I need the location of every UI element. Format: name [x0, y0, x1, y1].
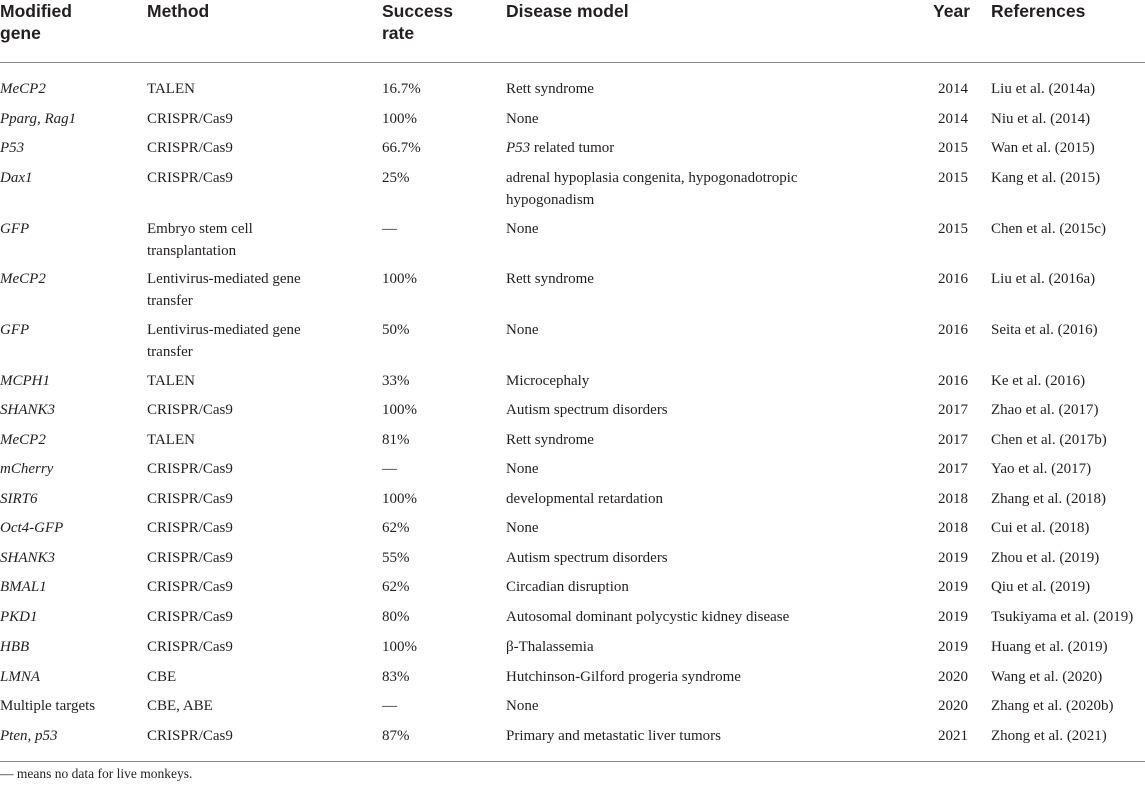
- cell-success-rate: —: [382, 698, 397, 714]
- cell-success-rate: —: [382, 221, 397, 237]
- cell-method: CBE: [147, 669, 177, 685]
- cell-disease-model: Autism spectrum disorders: [506, 402, 668, 418]
- cell-modified-gene: PKD1: [0, 609, 38, 625]
- cell-disease-model: Rett syndrome: [506, 81, 594, 97]
- cell-disease-model: None: [506, 111, 539, 127]
- cell-reference: Huang et al. (2019): [991, 639, 1108, 655]
- cell-modified-gene: GFP: [0, 221, 30, 237]
- cell-modified-gene: LMNA: [0, 669, 41, 685]
- cell-modified-gene: MeCP2: [0, 81, 46, 97]
- header-disease-model: Disease model: [506, 1, 629, 21]
- header-year: Year: [933, 1, 970, 21]
- cell-modified-gene: MeCP2: [0, 432, 46, 448]
- cell-success-rate: 83%: [382, 669, 410, 685]
- cell-reference: Zhao et al. (2017): [991, 402, 1099, 418]
- cell-reference: Tsukiyama et al. (2019): [991, 609, 1134, 625]
- cell-modified-gene: Pten, p53: [0, 728, 58, 744]
- cell-year: 2019: [938, 609, 968, 625]
- cell-reference: Zhang et al. (2018): [991, 491, 1106, 507]
- cell-method: CRISPR/Cas9: [147, 579, 233, 595]
- cell-reference: Yao et al. (2017): [991, 461, 1092, 477]
- header-rule: [0, 62, 1145, 63]
- cell-method: CRISPR/Cas9: [147, 491, 233, 507]
- cell-disease-model: β-Thalassemia: [506, 639, 594, 655]
- cell-disease-model: None: [506, 461, 539, 477]
- cell-disease-model: Rett syndrome: [506, 432, 594, 448]
- cell-reference: Seita et al. (2016): [991, 322, 1098, 338]
- header-modified-gene: Modified gene: [0, 1, 72, 43]
- cell-method: CRISPR/Cas9: [147, 639, 233, 655]
- cell-disease-model: Primary and metastatic liver tumors: [506, 728, 721, 744]
- cell-success-rate: 62%: [382, 520, 410, 536]
- cell-disease-model: Circadian disruption: [506, 579, 629, 595]
- cell-year: 2014: [938, 81, 968, 97]
- cell-reference: Wan et al. (2015): [991, 140, 1095, 156]
- cell-success-rate: 66.7%: [382, 140, 421, 156]
- cell-modified-gene: Dax1: [0, 170, 33, 186]
- cell-disease-model: Microcephaly: [506, 373, 590, 389]
- cell-reference: Qiu et al. (2019): [991, 579, 1091, 595]
- cell-year: 2020: [938, 698, 968, 714]
- cell-reference: Niu et al. (2014): [991, 111, 1091, 127]
- cell-success-rate: 81%: [382, 432, 410, 448]
- cell-year: 2018: [938, 491, 968, 507]
- cell-method: Embryo stem cell transplantation: [147, 221, 253, 259]
- cell-method: CRISPR/Cas9: [147, 728, 233, 744]
- cell-success-rate: 100%: [382, 491, 417, 507]
- cell-method: CRISPR/Cas9: [147, 170, 233, 186]
- cell-reference: Wang et al. (2020): [991, 669, 1103, 685]
- cell-reference: Zhou et al. (2019): [991, 550, 1100, 566]
- cell-method: CRISPR/Cas9: [147, 609, 233, 625]
- cell-year: 2020: [938, 669, 968, 685]
- disease-gene-prefix: P53: [506, 140, 531, 156]
- cell-disease-model: Rett syndrome: [506, 271, 594, 287]
- cell-method: CRISPR/Cas9: [147, 461, 233, 477]
- table-header: [0, 0, 1145, 62]
- cell-disease-model: None: [506, 520, 539, 536]
- cell-reference: Zhang et al. (2020b): [991, 698, 1114, 714]
- cell-modified-gene: SHANK3: [0, 402, 56, 418]
- cell-success-rate: 33%: [382, 373, 410, 389]
- cell-modified-gene: Pparg, Rag1: [0, 111, 77, 127]
- cell-modified-gene: MCPH1: [0, 373, 50, 389]
- cell-disease-model: developmental retardation: [506, 491, 664, 507]
- cell-reference: Liu et al. (2014a): [991, 81, 1096, 97]
- cell-method: TALEN: [147, 81, 195, 97]
- cell-method: CRISPR/Cas9: [147, 520, 233, 536]
- cell-disease-model: Hutchinson-Gilford progeria syndrome: [506, 669, 741, 685]
- header-references: References: [991, 1, 1086, 21]
- cell-modified-gene: GFP: [0, 322, 30, 338]
- cell-modified-gene: BMAL1: [0, 579, 47, 595]
- cell-year: 2015: [938, 221, 968, 237]
- cell-reference: Kang et al. (2015): [991, 170, 1101, 186]
- cell-year: 2019: [938, 550, 968, 566]
- cell-disease-model: [506, 137, 876, 159]
- cell-year: 2017: [938, 402, 968, 418]
- cell-reference: Chen et al. (2017b): [991, 432, 1107, 448]
- cell-year: 2015: [938, 170, 968, 186]
- cell-disease-model: None: [506, 322, 539, 338]
- cell-method: CRISPR/Cas9: [147, 550, 233, 566]
- cell-modified-gene: mCherry: [0, 461, 54, 477]
- cell-success-rate: 80%: [382, 609, 410, 625]
- header-success-rate: Success rate: [382, 1, 454, 43]
- footnote: — means no data for live monkeys.: [0, 766, 193, 781]
- cell-year: 2016: [938, 271, 968, 287]
- cell-year: 2017: [938, 432, 968, 448]
- cell-method: CRISPR/Cas9: [147, 111, 233, 127]
- cell-year: 2017: [938, 461, 968, 477]
- cell-method: CBE, ABE: [147, 698, 213, 714]
- cell-success-rate: 100%: [382, 639, 417, 655]
- cell-modified-gene: MeCP2: [0, 271, 46, 287]
- cell-reference: Zhong et al. (2021): [991, 728, 1107, 744]
- cell-method: Lentivirus-mediated gene transfer: [147, 271, 301, 309]
- cell-success-rate: 55%: [382, 550, 410, 566]
- cell-modified-gene: SIRT6: [0, 491, 38, 507]
- cell-success-rate: 100%: [382, 402, 417, 418]
- cell-modified-gene: SHANK3: [0, 550, 56, 566]
- cell-reference: Ke et al. (2016): [991, 373, 1086, 389]
- cell-reference: Cui et al. (2018): [991, 520, 1090, 536]
- cell-success-rate: 62%: [382, 579, 410, 595]
- cell-modified-gene: Multiple targets: [0, 698, 96, 714]
- cell-year: 2014: [938, 111, 968, 127]
- cell-success-rate: 25%: [382, 170, 410, 186]
- cell-year: 2019: [938, 579, 968, 595]
- cell-year: 2015: [938, 140, 968, 156]
- disease-text: related tumor: [530, 140, 615, 156]
- cell-success-rate: —: [382, 461, 397, 477]
- cell-disease-model: None: [506, 698, 539, 714]
- cell-year: 2016: [938, 322, 968, 338]
- bottom-rule: [0, 761, 1145, 762]
- cell-year: 2019: [938, 639, 968, 655]
- cell-success-rate: 100%: [382, 271, 417, 287]
- cell-method: TALEN: [147, 432, 195, 448]
- cell-year: 2021: [938, 728, 968, 744]
- cell-success-rate: 100%: [382, 111, 417, 127]
- cell-disease-model: adrenal hypoplasia congenita, hypogonadotropic hypogonadism: [506, 170, 798, 208]
- cell-method: Lentivirus-mediated gene transfer: [147, 322, 301, 360]
- cell-reference: Liu et al. (2016a): [991, 271, 1096, 287]
- cell-disease-model: None: [506, 221, 539, 237]
- cell-success-rate: 16.7%: [382, 81, 421, 97]
- cell-method: CRISPR/Cas9: [147, 402, 233, 418]
- cell-disease-model: Autosomal dominant polycystic kidney disease: [506, 609, 790, 625]
- cell-method: CRISPR/Cas9: [147, 140, 233, 156]
- cell-reference: Chen et al. (2015c): [991, 221, 1106, 237]
- header-method: Method: [147, 1, 210, 21]
- cell-success-rate: 50%: [382, 322, 410, 338]
- cell-modified-gene: P53: [0, 140, 25, 156]
- cell-modified-gene: Oct4-GFP: [0, 520, 64, 536]
- cell-method: TALEN: [147, 373, 195, 389]
- cell-success-rate: 87%: [382, 728, 410, 744]
- cell-modified-gene: HBB: [0, 639, 30, 655]
- cell-disease-model: Autism spectrum disorders: [506, 550, 668, 566]
- cell-year: 2016: [938, 373, 968, 389]
- cell-year: 2018: [938, 520, 968, 536]
